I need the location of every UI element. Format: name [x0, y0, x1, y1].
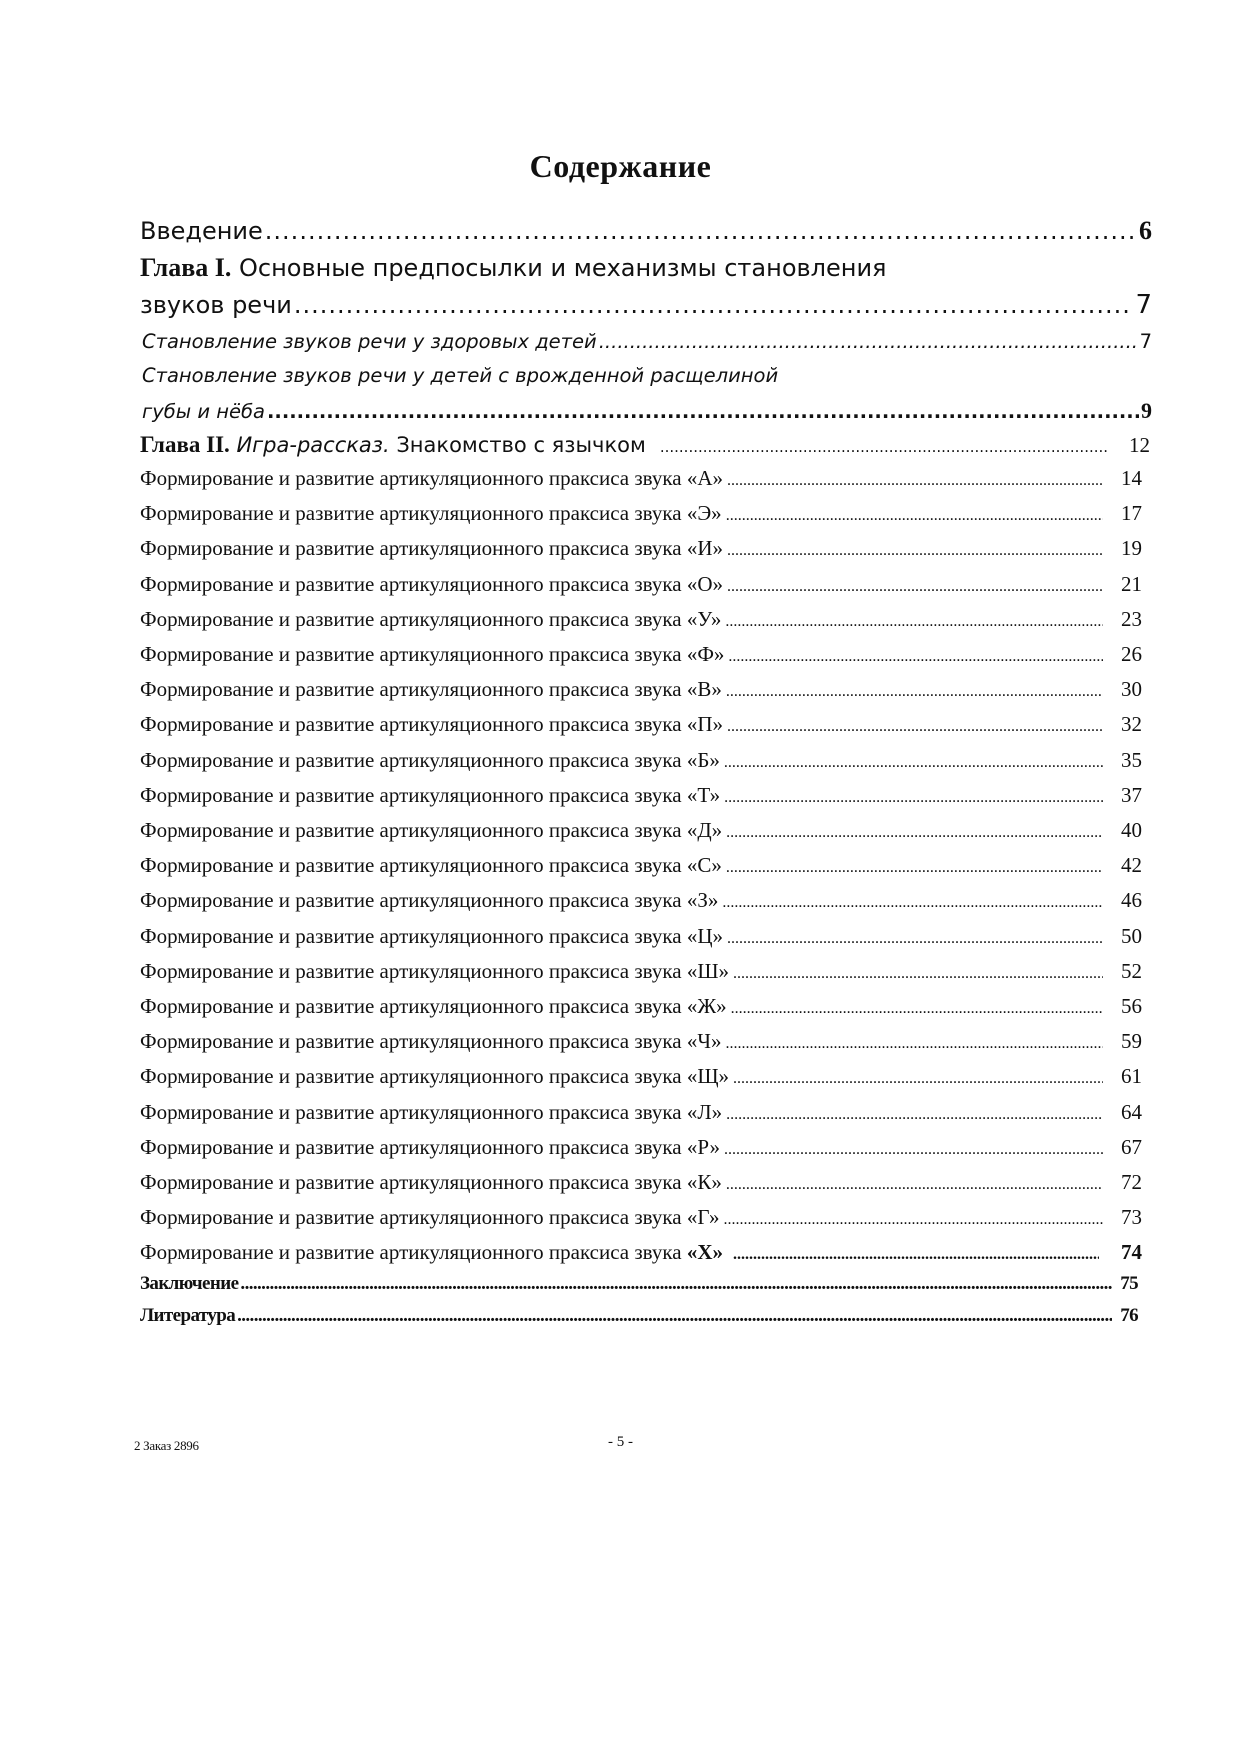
toc-page-number: 19 — [1121, 536, 1142, 561]
toc-page-number: 74 — [1121, 1240, 1142, 1264]
toc-entry-label: Формирование и развитие артикуляционного праксиса звука «Ч» — [140, 1029, 722, 1054]
toc-entry-label: Формирование и развитие артикуляционного праксиса звука «В» — [140, 677, 722, 702]
toc-entry-item[interactable] — [140, 677, 1142, 702]
toc-entry-label: Формирование и развитие артикуляционного праксиса звука «Ф» — [140, 642, 725, 666]
toc-page-number: 30 — [1121, 677, 1142, 702]
toc-page-number: 59 — [1121, 1029, 1142, 1054]
toc-entry-item[interactable] — [140, 536, 1142, 561]
toc-entry-label: Формирование и развитие артикуляционного праксиса звука «К» — [140, 1170, 722, 1194]
dot-leader — [237, 1305, 1112, 1327]
toc-entry-label: Формирование и развитие артикуляционного праксиса звука «Р» — [140, 1134, 721, 1159]
dot-leader — [733, 1246, 1099, 1264]
toc-page-number: 46 — [1121, 888, 1142, 913]
dot-leader — [726, 824, 1103, 842]
toc-page-number: 37 — [1121, 782, 1142, 807]
toc-page-number: 72 — [1121, 1170, 1142, 1194]
toc-page-number: 7 — [1139, 330, 1152, 353]
toc-entry-item[interactable] — [140, 959, 1142, 984]
dot-leader — [660, 438, 1107, 456]
toc-entry-item[interactable] — [140, 994, 1142, 1019]
dot-leader — [724, 1141, 1103, 1159]
toc-entry-item[interactable] — [140, 748, 1142, 773]
toc-entry-item[interactable] — [140, 1064, 1142, 1089]
toc-entry-intro[interactable] — [140, 216, 1152, 246]
footer-order-number: 2 Заказ 2896 — [134, 1438, 199, 1453]
toc-entry-label: Заключение — [140, 1273, 239, 1294]
dot-leader — [731, 1000, 1103, 1018]
toc-entry-label: Формирование и развитие артикуляционного праксиса звука «А» — [140, 466, 723, 490]
toc-page-number: 56 — [1121, 994, 1142, 1018]
toc-entry-item[interactable] — [140, 888, 1142, 913]
toc-entry-label: Формирование и развитие артикуляционного праксиса звука «Ж» — [140, 994, 727, 1018]
toc-entry-label: Формирование и развитие артикуляционного праксиса звука «Э» — [140, 501, 722, 526]
toc-entry-label: Становление звуков речи у здоровых детей — [142, 330, 597, 353]
dot-leader — [722, 894, 1103, 912]
dot-leader — [599, 330, 1138, 353]
dot-leader — [733, 965, 1103, 983]
dot-leader — [725, 1035, 1103, 1053]
toc-entry-item[interactable] — [140, 853, 1142, 878]
toc-page-number: 35 — [1121, 747, 1142, 772]
dot-leader — [733, 1070, 1103, 1088]
toc-entry-item[interactable] — [140, 1205, 1142, 1230]
dot-leader — [294, 291, 1134, 319]
dot-leader — [727, 472, 1103, 490]
toc-entry-label: Формирование и развитие артикуляционного праксиса звука «Д» — [140, 818, 723, 842]
toc-entry-label: Формирование и развитие артикуляционного праксиса звука «И» — [140, 536, 723, 561]
toc-entry-item[interactable] — [140, 607, 1142, 632]
toc-entry-label: Формирование и развитие артикуляционного праксиса звука «Г» — [140, 1205, 720, 1230]
toc-page-number: 9 — [1141, 398, 1152, 423]
chapter-title-line1: Основные предпосылки и механизмы становления — [231, 254, 887, 282]
toc-entry-item[interactable] — [140, 924, 1142, 949]
toc-page-number: 64 — [1121, 1099, 1142, 1124]
toc-page-number: 52 — [1121, 958, 1142, 983]
toc-entry-label: Формирование и развитие артикуляционного праксиса звука «Л» — [140, 1099, 723, 1124]
toc-entry-item[interactable] — [140, 642, 1142, 667]
toc-entry-label: Формирование и развитие артикуляционного праксиса звука «Б» — [140, 747, 720, 772]
toc-page-number: 50 — [1121, 923, 1142, 948]
toc-entry-item[interactable] — [140, 1170, 1142, 1195]
toc-entry-chapter2[interactable] — [140, 432, 1150, 458]
toc-page-number: 12 — [1129, 433, 1150, 457]
toc-entry-item[interactable] — [140, 1100, 1142, 1125]
toc-entry-item[interactable] — [140, 818, 1142, 843]
toc-entry-label: Формирование и развитие артикуляционного праксиса звука «З» — [140, 888, 719, 913]
toc-entry-label: Формирование и развитие артикуляционного праксиса звука «Ш» — [140, 958, 730, 983]
toc-page-number: 42 — [1121, 853, 1142, 878]
dot-leader — [728, 648, 1103, 666]
toc-entry-subsection[interactable] — [142, 330, 1152, 353]
dot-leader — [726, 507, 1103, 525]
dot-leader — [724, 789, 1103, 807]
toc-entry-subsection[interactable] — [142, 398, 1152, 424]
footer-page-number: - 5 - — [608, 1434, 633, 1450]
toc-entry-label: Формирование и развитие артикуляционного праксиса звука «П» — [140, 712, 723, 737]
toc-entry-label: Формирование и развитие артикуляционного праксиса звука «Щ» — [140, 1064, 730, 1089]
toc-entry-item[interactable] — [140, 712, 1142, 737]
toc-entry-label: Формирование и развитие артикуляционного праксиса звука «У» — [140, 606, 722, 631]
dot-leader — [727, 930, 1103, 948]
toc-entry-label: Формирование и развитие артикуляционного праксиса звука «Т» — [140, 782, 721, 807]
toc-subsection-line1[interactable]: Становление звуков речи у детей с врожденной расщелиной — [142, 364, 779, 387]
toc-page-number: 32 — [1121, 712, 1142, 737]
toc-page-number: 26 — [1121, 642, 1142, 666]
toc-entry-label: Литература — [140, 1305, 236, 1326]
toc-entry-item[interactable] — [140, 1240, 1142, 1265]
toc-entry-label: губы и нёба — [142, 400, 265, 423]
dot-leader — [726, 859, 1103, 877]
toc-page-number: 21 — [1121, 571, 1142, 596]
toc-entry-label-bold: «Х» — [686, 1240, 723, 1264]
dot-leader — [727, 578, 1103, 596]
toc-entry-label: Формирование и развитие артикуляционного праксиса звука «С» — [140, 853, 722, 878]
dot-leader — [723, 1211, 1103, 1229]
toc-entry-item[interactable] — [140, 501, 1142, 526]
toc-page-number: 17 — [1121, 501, 1142, 526]
toc-entry-label: Введение — [140, 217, 263, 245]
toc-entry-label: Формирование и развитие артикуляционного праксиса звука «О» — [140, 571, 723, 596]
toc-entry-conclusion[interactable] — [140, 1273, 1138, 1295]
chapter-prefix: Глава I. — [140, 253, 232, 282]
toc-entry-literature[interactable] — [140, 1305, 1138, 1327]
toc-page-number: 61 — [1121, 1064, 1142, 1089]
chapter-title-italic: Игра-рассказ. — [229, 433, 390, 457]
toc-page-number: 7 — [1135, 290, 1152, 320]
toc-entry-label: Формирование и развитие артикуляционного праксиса звука «Ц» — [140, 923, 723, 948]
toc-entry-item[interactable] — [140, 783, 1142, 808]
chapter-prefix: Глава II. — [140, 432, 230, 457]
toc-page-number: 14 — [1121, 466, 1142, 490]
toc-page-number: 73 — [1121, 1205, 1142, 1230]
dot-leader — [727, 542, 1103, 560]
dot-leader — [240, 1273, 1112, 1295]
toc-entry-item[interactable] — [140, 572, 1142, 597]
toc-page-number: 40 — [1121, 818, 1142, 842]
dot-leader — [265, 217, 1137, 245]
toc-entry-item[interactable] — [140, 1029, 1142, 1054]
dot-leader — [725, 613, 1103, 631]
chapter-title-line2: звуков речи — [140, 291, 292, 319]
toc-page-number: 76 — [1120, 1305, 1138, 1326]
toc-page-number: 6 — [1139, 216, 1152, 245]
toc-title: Содержание — [529, 148, 712, 184]
toc-entry-item[interactable] — [140, 466, 1142, 491]
dot-leader — [726, 1106, 1103, 1124]
toc-entry-chapter1[interactable] — [140, 290, 1152, 320]
dot-leader — [726, 1176, 1103, 1194]
chapter-title-rest: Знакомство с язычком — [389, 433, 646, 457]
toc-page-number: 67 — [1121, 1134, 1142, 1159]
toc-chapter1-heading[interactable] — [140, 253, 886, 283]
toc-page-number: 75 — [1120, 1273, 1138, 1294]
dot-leader — [726, 683, 1103, 701]
dot-leader — [724, 754, 1103, 772]
toc-entry-label: Формирование и развитие артикуляционного праксиса звука — [140, 1240, 687, 1264]
toc-entry-item[interactable] — [140, 1135, 1142, 1160]
dot-leader — [267, 400, 1139, 423]
dot-leader — [727, 718, 1103, 736]
toc-page-number: 23 — [1121, 606, 1142, 631]
